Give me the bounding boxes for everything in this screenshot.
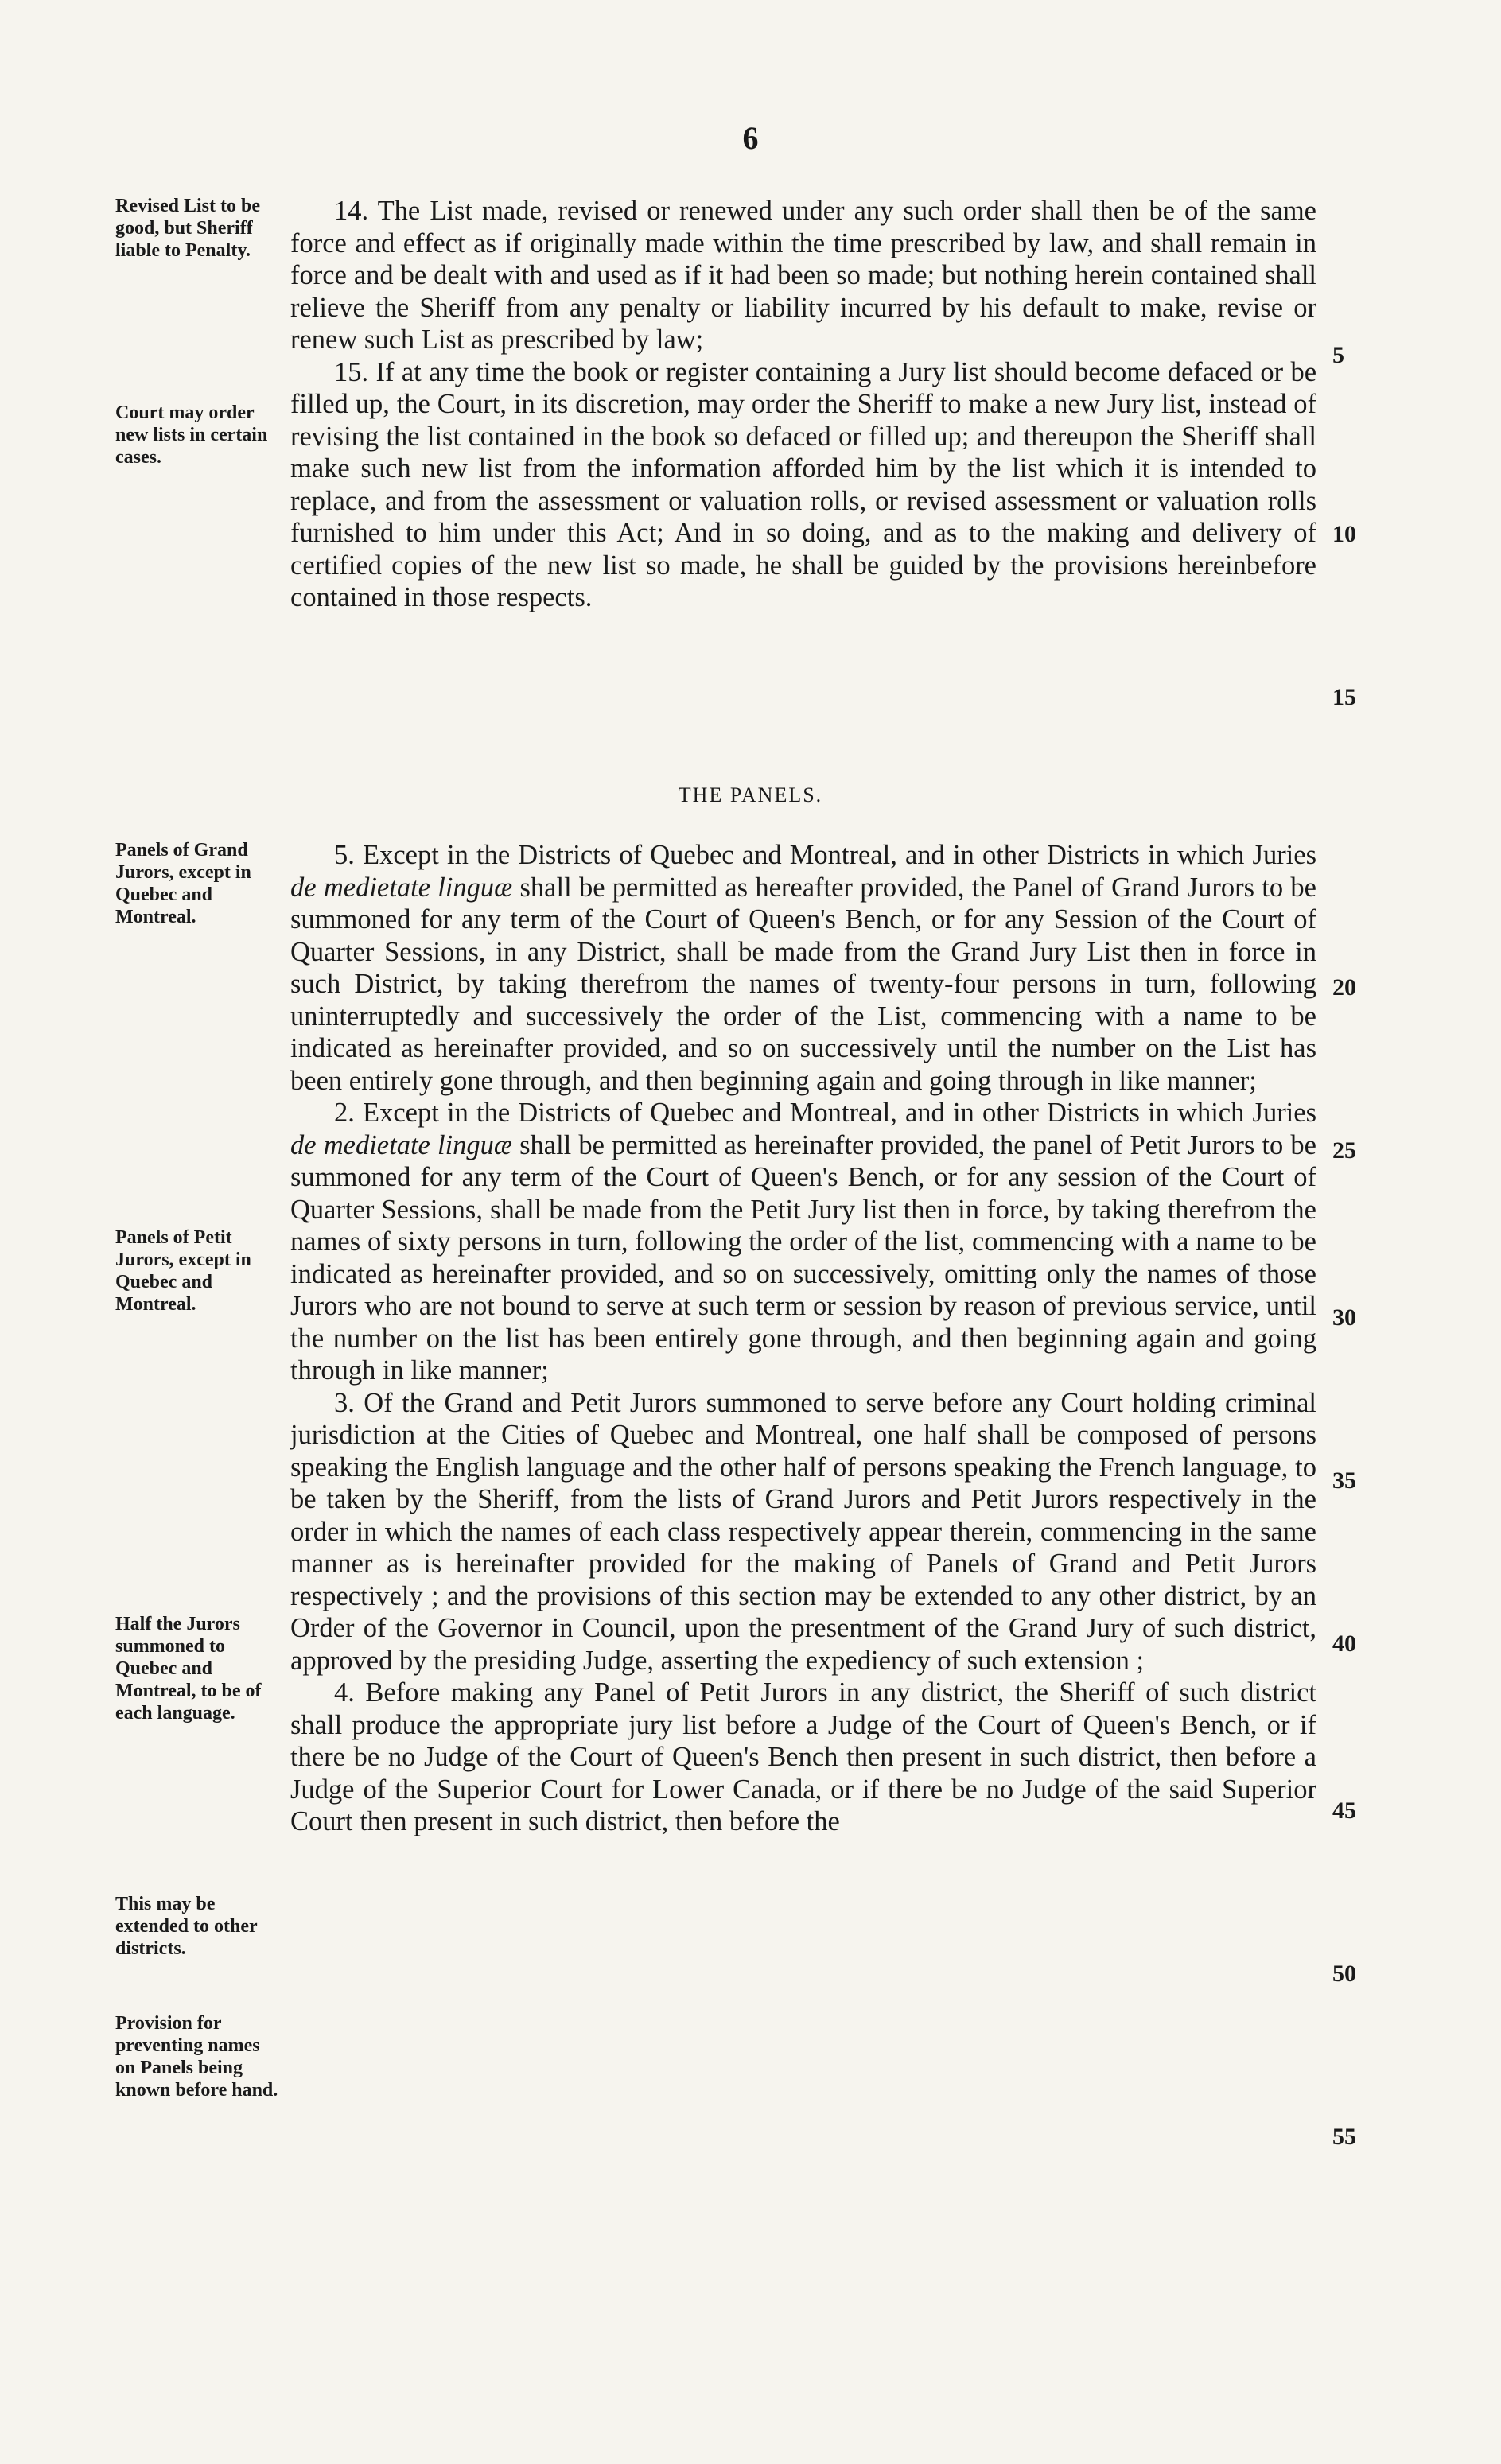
margin-note-half-jurors: Half the Jurors summoned to Quebec and Montreal, to be of each language. [115, 1614, 262, 1724]
paragraph-number: 3. [334, 1387, 355, 1418]
margin-note-new-lists: Court may order new lists in certain cases. [115, 402, 268, 468]
line-number: 40 [1332, 1630, 1356, 1657]
line-number: 30 [1332, 1304, 1356, 1331]
margin-note-provision: Provision for preventing names on Panels being known before hand. [115, 2013, 278, 2101]
margin-note-grand-jurors: Panels of Grand Jurors, except in Quebec and Montreal. [115, 840, 251, 927]
page-number: 6 [742, 120, 759, 156]
line-number: 5 [1332, 342, 1344, 368]
paragraph-2: 2. Except in the Districts of Quebec and Montreal, and in other Districts in which Juries de medietate linguæ shall be permitted as hereinafter provided, the panel of Petit Jurors to be summoned for any term of the Court of Queen's Bench, or for any session of the Court of Quarter Sessions, shall be made from the Petit Jury list then in force, by taking therefrom the names of sixty persons in turn, following the order of the list, commencing with a name to be indicated as hereinafter provided, and so on successively, omitting only the names of those Jurors who are not bound to serve at such term or session by reason of previous service, until the number on the list has been entirely gone through, and then beginning again and going through in like manner; [290, 1098, 1317, 1386]
line-number: 20 [1332, 974, 1356, 1001]
line-number: 55 [1332, 2124, 1356, 2150]
paragraph-number: 5. [334, 840, 355, 870]
paragraph-3: 3. Of the Grand and Petit Jurors summoned to serve before any Court holding criminal jurisdiction at the Cities of Quebec and Montreal, one half shall be composed of persons speaking the English language and the other half of persons speaking the French language, to be taken by the Sheriff, from the lists of Grand Jurors and Petit Jurors respectively in the order in which the names of each class respectively appear therein, commencing in the same manner as is hereinafter provided for the making of Panels of Grand and Petit Jurors respectively ; and the provisions of this section may be extended to any other district, by an Order of the Governor in Council, upon the presentment of the Grand Jury of such district, approved by the presiding Judge, asserting the expediency of such extension ; [290, 1387, 1317, 1676]
paragraph-4: 4. Before making any Panel of Petit Jurors in any district, the Sheriff of such district shall produce the appropriate jury list before a Judge of the Court of Queen's Bench, or if there be no Judge of the Court of Queen's Bench then present in such district, then before a Judge of the Superior Court for Lower Canada, or if there be no Judge of the said Superior Court then present in such district, then before the [290, 1677, 1316, 1836]
paragraph-number: 15. [334, 356, 369, 387]
paragraph-number: 4. [334, 1677, 355, 1708]
line-number: 35 [1332, 1467, 1356, 1494]
paragraph-14: 14. The List made, revised or renewed under any such order shall then be of the same force and effect as if originally made within the time prescribed by law, and shall remain in force and be dealt with and used as if it had been so made; but nothing herein contained shall relieve the Sheriff from any penalty or liability incurred by his default to make, revise or renew such List as prescribed by law; [290, 196, 1316, 355]
line-number: 15 [1332, 684, 1356, 710]
text-block-upper [290, 195, 1316, 614]
line-number: 50 [1332, 1961, 1356, 1987]
margin-note-revised-list: Revised List to be good, but Sheriff liable to Penalty. [115, 196, 260, 261]
paragraph-number: 14. [334, 196, 369, 226]
margin-note-extension: This may be extended to other districts. [115, 1894, 258, 1959]
paragraph-15: 15. If at any time the book or register containing a Jury list should become defaced or be filled up, the Court, in its discretion, may order the Sheriff to make a new Jury list, instead of revising the list contained in the book so defaced or filled up; and thereupon the Sheriff shall make such new list from the information afforded him by the list which it is intended to replace, and from the assessment or valuation rolls, or revised assessment or valuation rolls furnished to him under this Act; And in so doing, and as to the making and delivery of certified copies of the new list so made, he shall be guided by the provisions hereinbefore contained in those respects. [290, 356, 1317, 612]
paragraph-5: 5. Except in the Districts of Quebec and Montreal, and in other Districts in which Juries de medietate linguæ shall be permitted as hereafter provided, the Panel of Grand Jurors to be summoned for any term of the Court of Queen's Bench, or for any Session of the Court of Quarter Sessions, in any District, shall be made from the Grand Jury List then in force in such District, by taking therefrom the names of twenty-four persons in turn, following uninterruptedly and successively the order of the List, commencing with a name to be indicated as hereinafter provided, and so on successively until the number on the List has been entirely gone through, and then beginning again and going through in like manner; [290, 840, 1317, 1096]
line-number: 45 [1332, 1797, 1356, 1824]
section-heading: THE PANELS. [678, 783, 823, 806]
paragraph-number: 2. [334, 1098, 355, 1128]
line-number: 10 [1332, 521, 1356, 547]
line-number: 25 [1332, 1137, 1356, 1164]
text-block-panels [290, 839, 1316, 1838]
margin-note-petit-jurors: Panels of Petit Jurors, except in Quebec and Montreal. [115, 1227, 251, 1315]
